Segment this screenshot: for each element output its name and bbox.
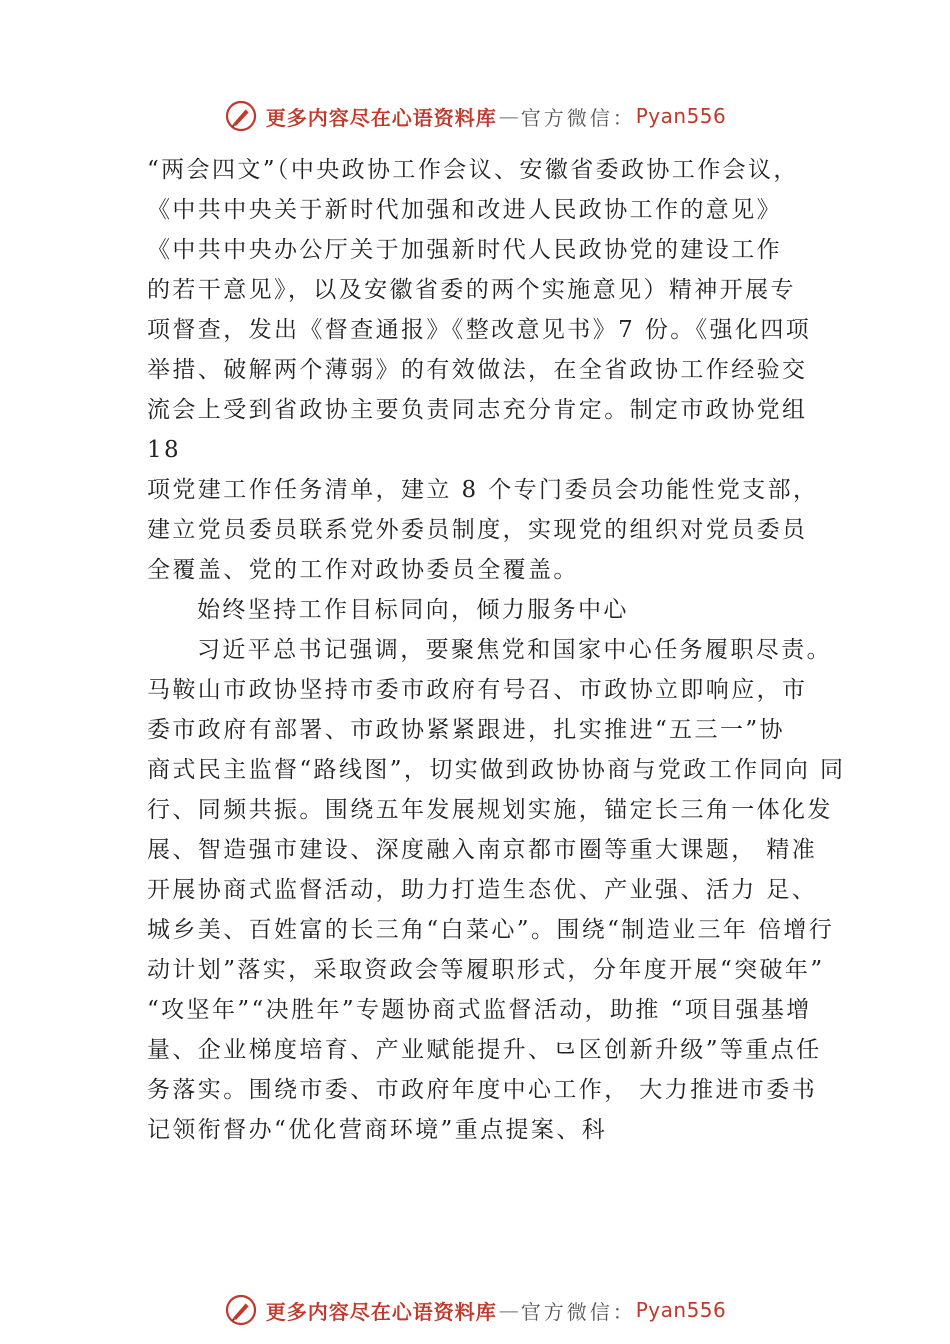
- document-body: [147, 150, 846, 1150]
- watermark-wechat-id: Pyan556: [635, 1298, 727, 1322]
- text-line: 流会上受到省政协主要负责同志充分肯定。制定市政协党组: [147, 397, 808, 423]
- text-line: 项督查，发出《督查通报》《整改意见书》7 份。《强化四项: [147, 317, 812, 343]
- footer-watermark: [0, 1290, 950, 1330]
- header-watermark: [0, 96, 950, 136]
- text-line: 举措、破解两个薄弱》的有效做法，在全省政协工作经验交: [147, 357, 808, 383]
- text-line: 建立党员委员联系党外委员制度，实现党的组织对党员委员: [147, 517, 808, 543]
- text-line: 量、企业梯度培育、产业赋能提升、⺋区创新升级”等重点任: [147, 1037, 822, 1063]
- text-line: 始终坚持工作目标同向，倾力服务中心: [197, 597, 629, 623]
- text-line: 《中共中央办公厅关于加强新时代人民政协党的建设工作: [147, 237, 782, 263]
- watermark-label: 官方微信：: [520, 105, 636, 130]
- text-line: 城乡美、百姓富的长三角“白菜心”。围绕“制造业三年 倍增行: [147, 917, 835, 943]
- text-line: 《中共中央关于新时代加强和改进人民政协工作的意见》: [147, 197, 782, 223]
- pen-nib-logo-icon: [224, 1293, 258, 1327]
- watermark-site-name: 更多内容尽在心语资料库: [265, 1299, 497, 1324]
- text-line: 全覆盖、党的工作对政协委员全覆盖。: [147, 557, 579, 583]
- pen-nib-logo-icon: [224, 99, 258, 133]
- watermark-wechat-id: Pyan556: [635, 104, 727, 128]
- text-line: 记领衔督办“优化营商环境”重点提案、科: [147, 1117, 608, 1143]
- text-line: 展、智造强市建设、深度融入南京都市圈等重大课题， 精准: [147, 837, 818, 863]
- watermark-dash: —: [498, 1298, 519, 1322]
- watermark-dash: —: [498, 104, 519, 128]
- text-line: 开展协商式监督活动，助力打造生态优、产业强、活力 足、: [147, 877, 818, 903]
- text-line: 务落实。围绕市委、市政府年度中心工作， 大力推进市委书: [147, 1077, 818, 1103]
- watermark-text: [266, 102, 727, 131]
- text-line: 18: [147, 437, 182, 463]
- text-line: 商式民主监督“路线图”，切实做到政协协商与党政工作同向 同: [147, 757, 846, 783]
- text-line: 的若干意见》，以及安徽省委的两个实施意见）精神开展专: [147, 277, 796, 303]
- watermark-site-name: 更多内容尽在心语资料库: [265, 105, 497, 130]
- text-line: 委市政府有部署、市政协紧紧跟进，扎实推进“五三一”协: [147, 717, 785, 743]
- text-line: 项党建工作任务清单，建立 8 个专门委员会功能性党支部，: [147, 477, 819, 503]
- text-line: 马鞍山市政协坚持市委市政府有号召、市政协立即响应，市: [147, 677, 808, 703]
- watermark-label: 官方微信：: [520, 1299, 636, 1324]
- text-line: 习近平总书记强调，要聚焦党和国家中心任务履职尽责。: [197, 637, 832, 663]
- text-line: “两会四文”（中央政协工作会议、安徽省委政协工作会议，: [147, 157, 799, 183]
- watermark-text: [266, 1296, 727, 1325]
- text-line: “攻坚年”“决胜年”专题协商式监督活动，助推 “项目强基增: [147, 997, 812, 1023]
- text-line: 行、同频共振。围绕五年发展规划实施，锚定长三角一体化发: [147, 797, 833, 823]
- text-line: 动计划”落实，采取资政会等履职形式，分年度开展“突破年”: [147, 957, 825, 983]
